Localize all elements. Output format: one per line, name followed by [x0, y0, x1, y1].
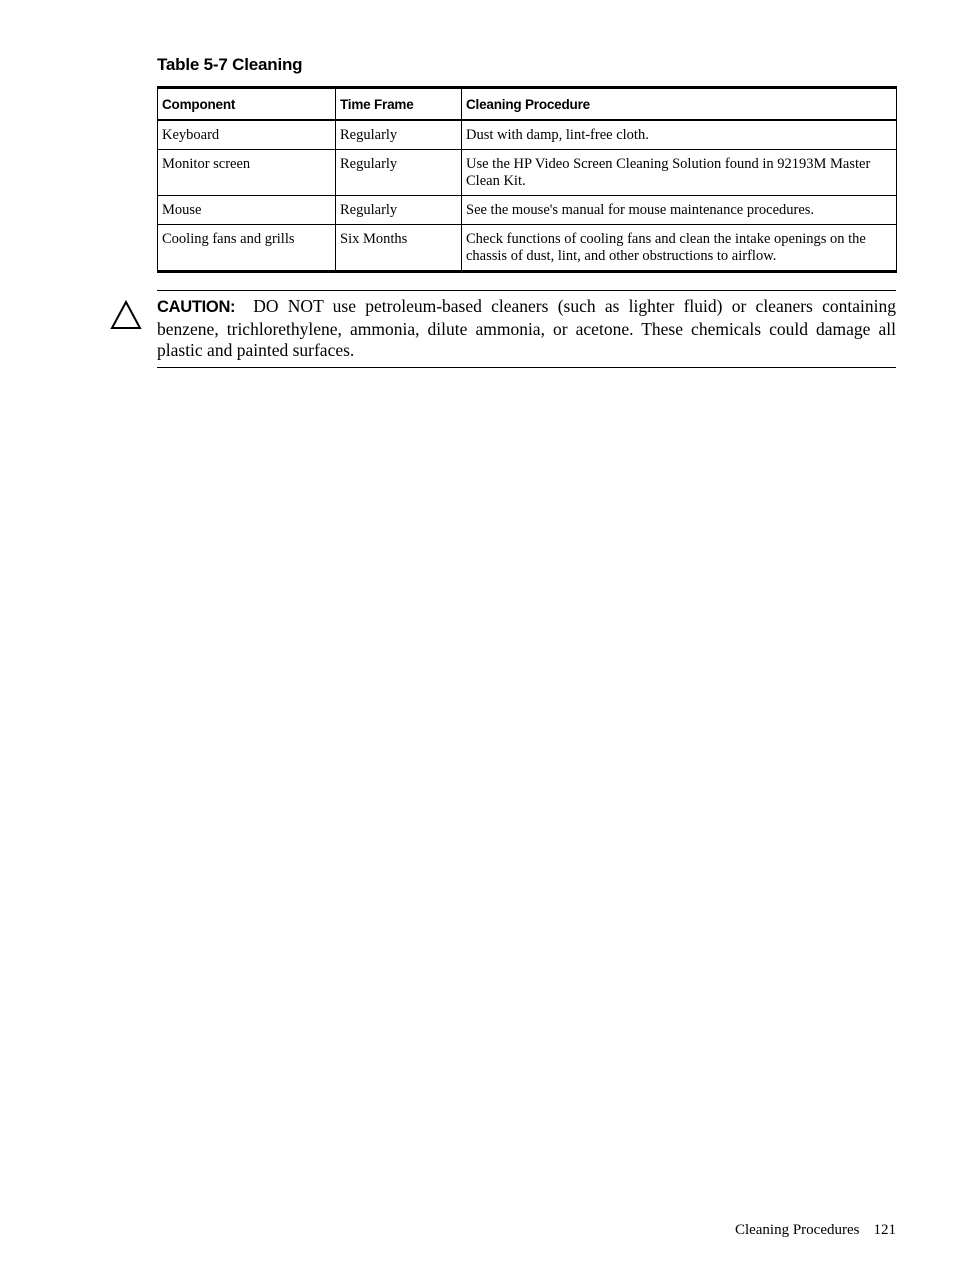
header-cleaning-procedure: Cleaning Procedure	[462, 88, 897, 121]
table-header-row	[158, 88, 897, 121]
header-time-frame: Time Frame	[336, 88, 462, 121]
cleaning-table	[157, 86, 897, 273]
cell-time-frame: Six Months	[336, 225, 462, 272]
cell-time-frame: Regularly	[336, 150, 462, 196]
table-row	[158, 150, 897, 196]
warning-triangle-icon	[110, 300, 142, 330]
cell-procedure: Use the HP Video Screen Cleaning Solution found in 92193M Master Clean Kit.	[462, 150, 897, 196]
page-number: 121	[873, 1222, 896, 1238]
cell-component: Cooling fans and grills	[158, 225, 336, 272]
cell-component: Keyboard	[158, 120, 336, 150]
cell-component: Monitor screen	[158, 150, 336, 196]
cell-component: Mouse	[158, 196, 336, 225]
footer-section-title: Cleaning Procedures	[734, 1222, 860, 1238]
caution-note	[157, 290, 896, 368]
caution-label: CAUTION:	[157, 298, 236, 316]
cell-time-frame: Regularly	[336, 120, 462, 150]
header-component: Component	[158, 88, 336, 121]
cell-procedure: Check functions of cooling fans and clean the intake openings on the chassis of dust, lint, and other obstructions to airflow.	[462, 225, 897, 272]
page-footer	[735, 1222, 896, 1239]
caution-text: DO NOT use petroleum-based cleaners (such as lighter fluid) or cleaners containing benzene, trichlorethylene, ammonia, dilute ammonia, or acetone. These chemicals could damage all plastic and painted surfaces.	[157, 296, 896, 360]
table-row	[158, 120, 897, 150]
cell-procedure: See the mouse's manual for mouse maintenance procedures.	[462, 196, 897, 225]
cell-time-frame: Regularly	[336, 196, 462, 225]
table-row	[158, 196, 897, 225]
table-row	[158, 225, 897, 272]
cell-procedure: Dust with damp, lint-free cloth.	[462, 120, 897, 150]
table-title: Table 5-7 Cleaning	[157, 55, 303, 74]
